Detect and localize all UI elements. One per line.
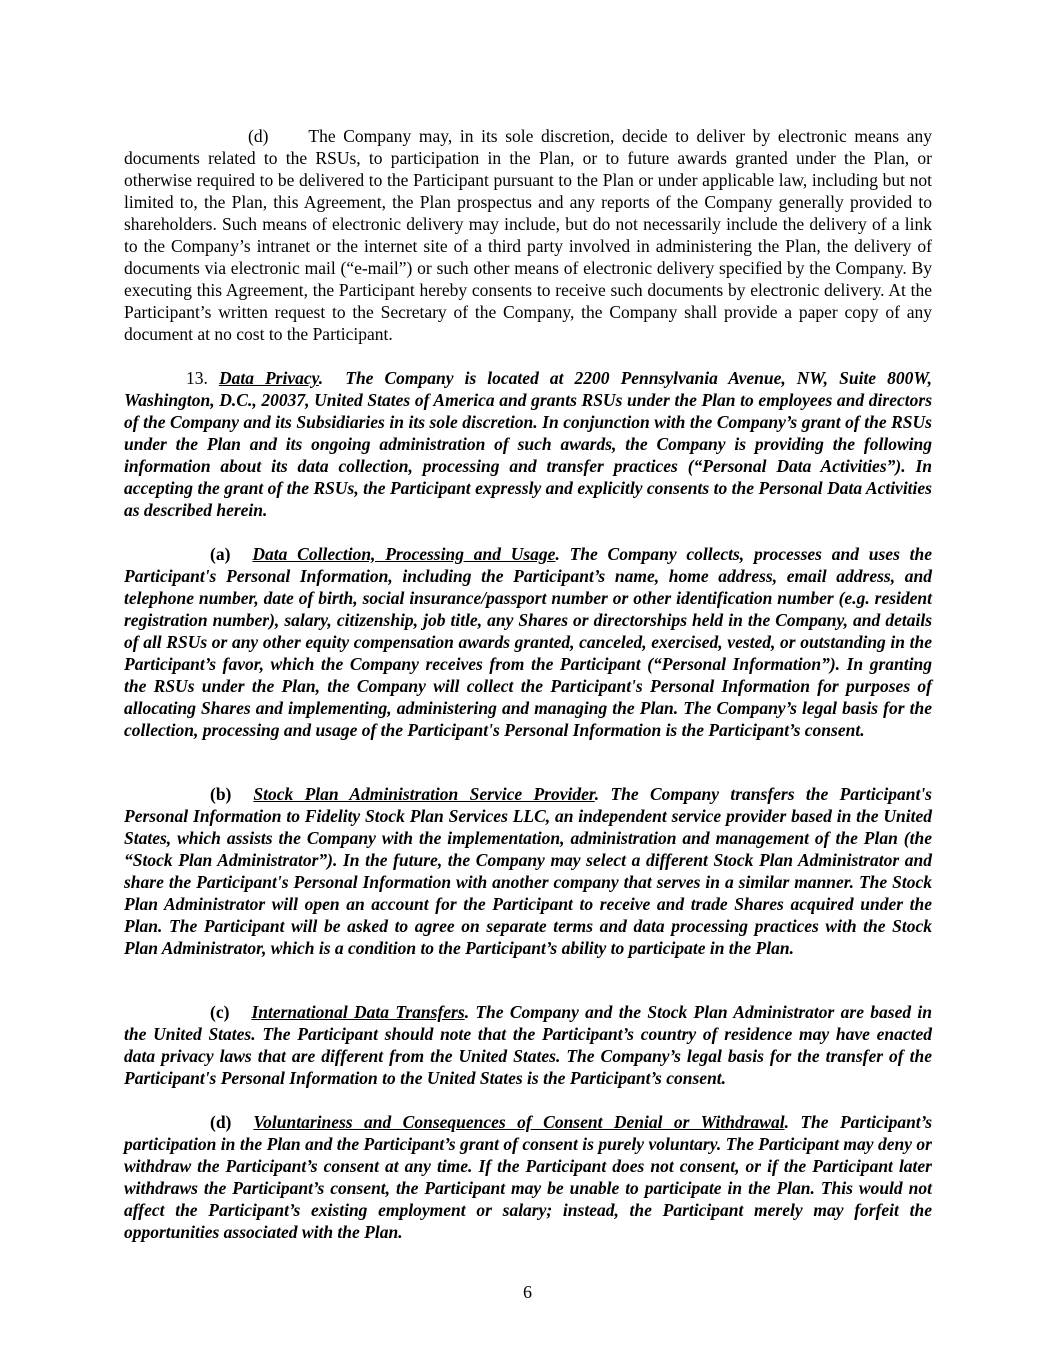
subsection-d: (d) Voluntariness and Consequences of Consent Denial or Withdrawal. The Participant’s participation in the Plan and the Participant’s grant of consent is purely voluntary. The Participant may deny or withdraw the Participant’s consent at any time. If the Participant does not consent, or if the Participant later withdraws the Participant’s consent, the Participant may be unable to participate in the Plan. This would not affect the Participant’s existing employment or salary; instead, the Participant merely may forfeit the opportunities associated with the Plan. — [124, 1112, 933, 1242]
subsection-heading: Voluntariness and Consequences of Consent Denial or Withdrawal — [253, 1112, 785, 1132]
subsection-heading: Data Collection, Processing and Usage — [252, 544, 556, 564]
section-text: The Company is located at 2200 Pennsylvania Avenue, NW, Suite 800W, Washington, D.C., 20037, United States of America and grants RSUs under the Plan to employees and directors of the Company and its Subsidiaries in its sole discretion. In conjunction with the Company’s grant of the RSUs under the Plan and its ongoing administration of such awards, the Company is providing the following information about its data collection, processing and transfer practices (“Personal Data Activities”). In accepting the grant of the RSUs, the Participant expressly and explicitly consents to the Personal Data Activities as described herein. — [124, 368, 933, 520]
paragraph-label: (d) — [248, 126, 269, 146]
paragraph-text: The Company may, in its sole discretion, decide to deliver by electronic means any documents related to the RSUs, to participation in the Plan, or to future awards granted under the Plan, or otherwise required to be delivered to the Participant pursuant to the Plan or under applicable law, including but not limited to, the Plan, this Agreement, the Plan prospectus and any reports of the Company generally provided to shareholders. Such means of electronic delivery may include, but do not necessarily include the delivery of a link to the Company’s intranet or the internet site of a third party involved in administering the Plan, the delivery of documents via electronic mail (“e-mail”) or such other means of electronic delivery specified by the Company. By executing this Agreement, the Participant hereby consents to receive such documents by electronic delivery. At the Participant’s written request to the Secretary of the Company, the Company shall provide a paper copy of any document at no cost to the Participant. — [124, 126, 932, 344]
section-13-data-privacy: 13. Data Privacy. The Company is located at 2200 Pennsylvania Avenue, NW, Suite 800W, Washington, D.C., 20037, United States of America and grants RSUs under the Plan to employees and directors of the Company and its Subsidiaries in its sole discretion. In conjunction with the Company’s grant of the RSUs under the Plan and its ongoing administration of such awards, the Company is providing the following information about its data collection, processing and transfer practices (“Personal Data Activities”). In accepting the grant of the RSUs, the Participant expressly and explicitly consents to the Personal Data Activities as described herein. — [124, 368, 933, 520]
subsection-c: (c) International Data Transfers. The Company and the Stock Plan Administrator are based in the United States. The Participant should note that the Participant’s country of residence may have enacted data privacy laws that are different from the United States. The Company’s legal basis for the transfer of the Participant's Personal Information to the United States is the Participant’s consent. — [124, 1002, 932, 1088]
paragraph-12d — [124, 125, 932, 345]
subsection-b: (b) Stock Plan Administration Service Provider. The Company transfers the Participant's Personal Information to Fidelity Stock Plan Services LLC, an independent service provider based in the United States, which assists the Company with the implementation, administration and management of the Plan (the “Stock Plan Administrator”). In the future, the Company may select a different Stock Plan Administrator and share the Participant's Personal Information with another company that serves in a similar manner. The Stock Plan Administrator will open an account for the Participant to receive and trade Shares acquired under the Plan. The Participant will be asked to agree on separate terms and data processing practices with the Stock Plan Administrator, which is a condition to the Participant’s ability to participate in the Plan. — [124, 784, 932, 958]
subsection-label: (d) — [210, 1112, 232, 1132]
subsection-label: (b) — [210, 784, 232, 804]
subsection-label: (a) — [210, 544, 231, 564]
subsection-label: (c) — [210, 1002, 230, 1022]
section-number: 13. — [186, 368, 208, 388]
subsection-text: The Company transfers the Participant's Personal Information to Fidelity Stock Plan Services LLC, an independent service provider based in the United States, which assists the Company with the implementation, administration and management of the Plan (the “Stock Plan Administrator”). In the future, the Company may select a different Stock Plan Administrator and share the Participant's Personal Information with another company that serves in a similar manner. The Stock Plan Administrator will open an account for the Participant to receive and trade Shares acquired under the Plan. The Participant will be asked to agree on separate terms and data processing practices with the Stock Plan Administrator, which is a condition to the Participant’s ability to participate in the Plan. — [124, 784, 932, 958]
subsection-text: The Participant’s participation in the Plan and the Participant’s grant of consent is purely voluntary. The Participant may deny or withdraw the Participant’s consent at any time. If the Participant does not consent, or if the Participant later withdraws the Participant’s consent, the Participant may be unable to participate in the Plan. This would not affect the Participant’s existing employment or salary; instead, the Participant merely may forfeit the opportunities associated with the Plan. — [124, 1112, 933, 1242]
subsection-text: The Company collects, processes and uses the Participant's Personal Information, including the Participant’s name, home address, email address, and telephone number, date of birth, social insurance/passport number or other identification number (e.g. resident registration number), salary, citizenship, job title, any Shares or directorships held in the Company, and details of all RSUs or any other equity compensation awards granted, canceled, exercised, vested, or outstanding in the Participant’s favor, which the Company receives from the Participant (“Personal Information”). In granting the RSUs under the Plan, the Company will collect the Participant's Personal Information for purposes of allocating Shares and implementing, administering and managing the Plan. The Company’s legal basis for the collection, processing and usage of the Participant's Personal Information is the Participant’s consent. — [124, 544, 933, 740]
section-heading: Data Privacy — [218, 368, 319, 388]
page-number: 6 — [523, 1282, 532, 1302]
subsection-heading: International Data Transfers — [251, 1002, 465, 1022]
subsection-heading: Stock Plan Administration Service Provider — [253, 784, 595, 804]
subsection-text: The Company and the Stock Plan Administrator are based in the United States. The Participant should note that the Participant’s country of residence may have enacted data privacy laws that are different from the United States. The Company’s legal basis for the transfer of the Participant's Personal Information to the United States is the Participant’s consent. — [124, 1002, 932, 1088]
subsection-a: (a) Data Collection, Processing and Usage. The Company collects, processes and uses the Participant's Personal Information, including the Participant’s name, home address, email address, and telephone number, date of birth, social insurance/passport number or other identification number (e.g. resident registration number), salary, citizenship, job title, any Shares or directorships held in the Company, and details of all RSUs or any other equity compensation awards granted, canceled, exercised, vested, or outstanding in the Participant’s favor, which the Company receives from the Participant (“Personal Information”). In granting the RSUs under the Plan, the Company will collect the Participant's Personal Information for purposes of allocating Shares and implementing, administering and managing the Plan. The Company’s legal basis for the collection, processing and usage of the Participant's Personal Information is the Participant’s consent. — [124, 544, 933, 740]
